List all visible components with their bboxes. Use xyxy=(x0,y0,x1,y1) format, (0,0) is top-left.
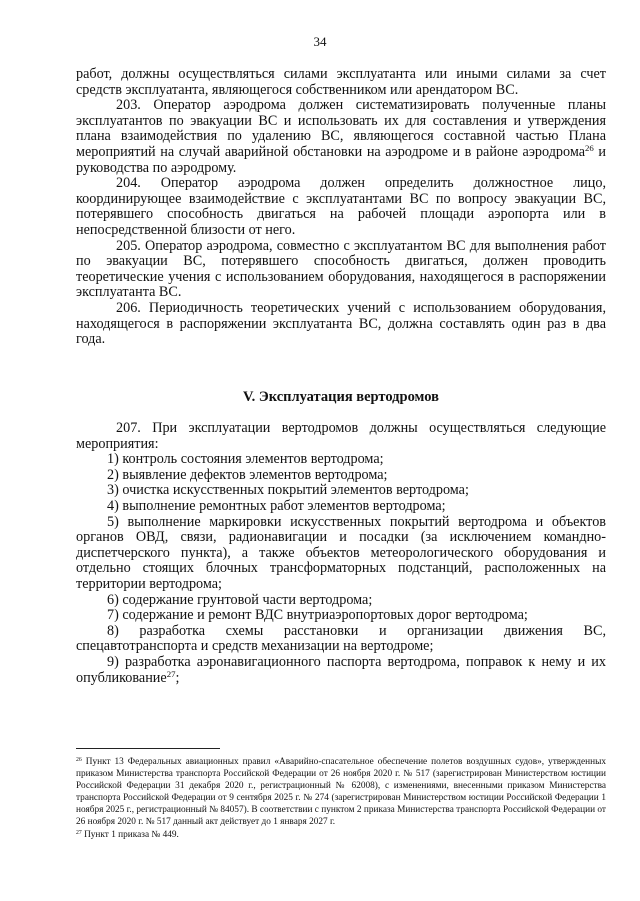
footnote-text: Пункт 13 Федеральных авиационных правил «Аварийно-спасательное обеспечение полетов воздушных судов», утвержденных приказом Министерства транспорта Российской Федерации от 26 ноября 2020 г. № 517 (зарегистрирован Министерством юстиции Российской Федерации 31 декабря 2020 г., регистрационный № 62008), с изменениями, внесенными приказом Министерства транспорта Российской Федерации от 9 сентября 2025 г. № 274 (зарегистрирован Министерством юстиции Российской Федерации 1 ноября 2025 г., регистрационный № 84057). В соответствии с пунктом 2 приказа Министерства транспорта Российской Федерации от 26 ноября 2020 г. № 517 данный акт действует до 1 января 2027 г. xyxy=(76,757,606,828)
paragraph-text: Оператор аэродрома должен систематизировать полученные планы эксплуатантов по эвакуации ВС и использовать их для составления и утверждения плана взаимодействия по удалению ВС, являющегося составной частью Плана мероприятий на случай аварийной обстановки на аэродроме и в районе аэродрома xyxy=(76,97,606,160)
paragraph-text-tail: и руководства по аэродрому. xyxy=(76,143,607,176)
paragraph-text: Оператор аэродрома, совместно с эксплуатантом ВС для выполнения работ по эвакуации ВС, потерявшего способность двигаться, должен проводить теоретические учения с использованием оборудования, находящегося в распоряжении эксплуатанта ВС. xyxy=(76,237,606,301)
list-item xyxy=(76,655,606,686)
list-item: 3) очистка искусственных покрытий элементов вертодрома; xyxy=(107,482,469,499)
paragraph-number: 207. xyxy=(116,420,141,436)
list-item: 2) выявление дефектов элементов вертодрома; xyxy=(107,466,388,483)
list-item: 1) контроль состояния элементов вертодрома; xyxy=(107,451,384,468)
list-item: 5) выполнение маркировки искусственных покрытий вертодрома и объектов органов ОВД, связи, радионавигации и посадки (за исключением командно-диспетчерского пункта), а также объектов метеорологического оборудования и отдельно стоящих блочных трансформаторных подстанций, расположенных на территории вертодрома; xyxy=(76,513,606,592)
list-item-text: 9) разработка аэронавигационного паспорта вертодрома, поправок к нему и их опубликование xyxy=(76,653,606,686)
paragraph-text: Периодичность теоретических учений с использованием оборудования, находящегося в распоряжении эксплуатанта ВС, должна составлять один раз в два года. xyxy=(76,299,606,348)
paragraph-continuation xyxy=(76,67,606,98)
footnote-ref-26[interactable]: 26 xyxy=(585,143,594,154)
paragraph-206 xyxy=(76,301,606,348)
paragraph-number: 205. xyxy=(116,237,141,254)
footnote-mark: 26 xyxy=(76,756,82,763)
section-heading: V. Эксплуатация вертодромов xyxy=(243,389,439,405)
footnote-mark: 27 xyxy=(76,829,82,836)
paragraph-text: работ, должны осуществляться силами эксплуатанта или иными силами за счет средств эксплуатанта, являющегося собственником или арендатором ВС. xyxy=(76,66,606,98)
footnote-26 xyxy=(76,756,606,829)
paragraph-text: Оператор аэродрома должен определить должностное лицо, координирующее взаимодействие с эксплуатантами ВС по вопросу эвакуации ВС, потерявшего способность двигаться на рабочей площади аэропорта или в непосредственной близости от него. xyxy=(76,175,606,238)
paragraph-text: При эксплуатации вертодромов должны осуществляться следующие мероприятия: xyxy=(76,420,606,452)
paragraph-204 xyxy=(76,176,606,238)
list-item-tail: ; xyxy=(175,669,180,686)
paragraph-205 xyxy=(76,239,606,301)
footnote-ref-27[interactable]: 27 xyxy=(166,668,176,679)
paragraph-number: 206. xyxy=(116,299,141,316)
list-item: 4) выполнение ремонтных работ элементов вертодрома; xyxy=(107,497,446,514)
page-number: 34 xyxy=(313,34,327,49)
footnote-divider xyxy=(76,748,220,749)
paragraph-number: 203. xyxy=(116,97,141,114)
paragraph-203 xyxy=(76,98,606,176)
top-text-block xyxy=(76,67,606,348)
list-item: 7) содержание и ремонт ВДС внутриаэропортовых дорог вертодрома; xyxy=(107,607,528,624)
list-item: 8) разработка схемы расстановки и организации движения ВС, спецавтотранспорта и средств механизации на вертодроме; xyxy=(76,622,606,655)
section-text-block xyxy=(76,421,606,686)
paragraph-number: 204. xyxy=(116,175,141,192)
paragraph-207 xyxy=(76,421,606,452)
footnotes xyxy=(76,756,606,841)
footnote-27 xyxy=(76,829,606,841)
footnote-text: Пункт 1 приказа № 449. xyxy=(81,829,179,840)
list-item: 6) содержание грунтовой части вертодрома; xyxy=(107,591,373,608)
